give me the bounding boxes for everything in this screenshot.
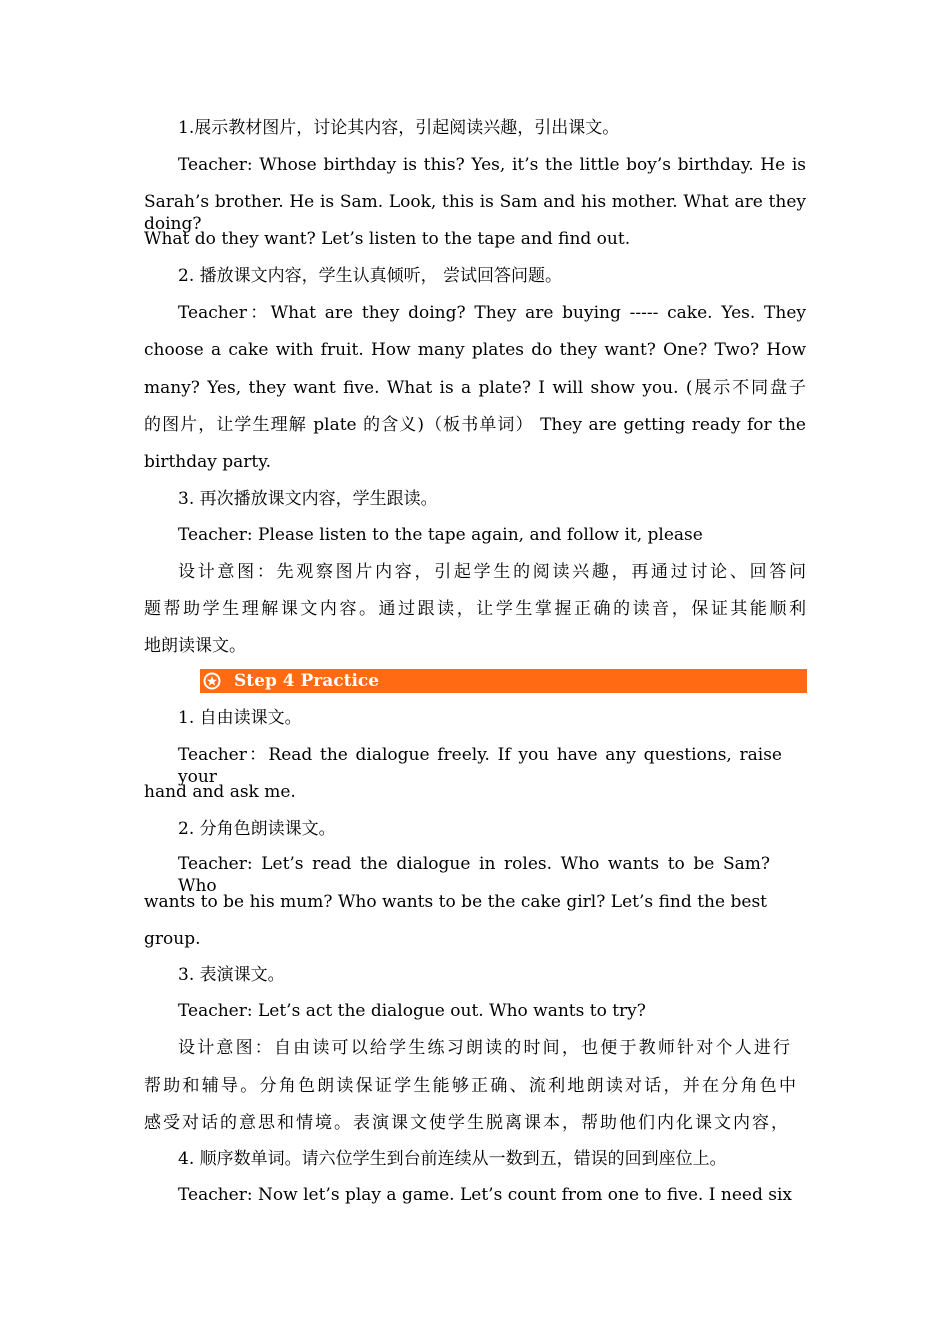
teacher-dialogue-1-line1: Teacher: Whose birthday is this? Yes, it’s the little boy’s birthday. He is (178, 155, 806, 175)
teacher-dialogue-5-line3: group. (144, 929, 201, 949)
teacher-dialogue-4-line2: hand and ask me. (144, 782, 296, 802)
paragraph-step4-item3: 3. 表演课文。 (178, 965, 285, 985)
design-intent-2-line1: 设计意图：自由读可以给学生练习朗读的时间，也便于教师针对个人进行 (178, 1038, 790, 1058)
paragraph-step4-item1: 1. 自由读课文。 (178, 708, 302, 728)
step4-heading-text: Step 4 Practice (234, 671, 380, 691)
design-intent-1-line2: 题帮助学生理解课文内容。通过跟读，让学生掌握正确的读音，保证其能顺利 (144, 599, 806, 619)
teacher-dialogue-1-line3: What do they want? Let’s listen to the tape and find out. (144, 229, 631, 249)
teacher-dialogue-4-line1: Teacher：Read the dialogue freely. If you have any questions, raise your (178, 745, 782, 787)
design-intent-1-line1: 设计意图：先观察图片内容，引起学生的阅读兴趣，再通过讨论、回答问 (178, 562, 806, 582)
teacher-dialogue-7-line1: Teacher: Now let’s play a game. Let’s count from one to five. I need six (178, 1185, 792, 1205)
star-circle-icon (203, 672, 221, 690)
teacher-dialogue-5-line1: Teacher: Let’s read the dialogue in roles. Who wants to be Sam? Who (178, 854, 770, 896)
paragraph-step3-item3: 3. 再次播放课文内容，学生跟读。 (178, 489, 438, 509)
teacher-dialogue-2-line1: Teacher：What are they doing? They are buying ----- cake. Yes. They (178, 303, 806, 323)
design-intent-2-line2: 帮助和辅导。分角色朗读保证学生能够正确、流利地朗读对话，并在分角色中 (144, 1076, 796, 1096)
design-intent-1-line3: 地朗读课文。 (144, 636, 246, 656)
teacher-dialogue-2-line5: birthday party. (144, 452, 271, 472)
paragraph-step4-item4: 4. 顺序数单词。请六位学生到台前连续从一数到五，错误的回到座位上。 (178, 1149, 727, 1169)
design-intent-2-line3: 感受对话的意思和情境。表演课文使学生脱离课本，帮助他们内化课文内容， (144, 1113, 788, 1133)
teacher-dialogue-5-line2: wants to be his mum? Who wants to be the cake girl? Let’s find the best (144, 892, 767, 912)
teacher-dialogue-3: Teacher: Please listen to the tape again, and follow it, please (178, 525, 703, 545)
paragraph-step3-item2: 2. 播放课文内容，学生认真倾听， 尝试回答问题。 (178, 266, 563, 286)
teacher-dialogue-2-line4: 的图片，让学生理解 plate 的含义)（板书单词） They are getting ready for the (144, 415, 806, 435)
teacher-dialogue-1-line2: Sarah’s brother. He is Sam. Look, this is Sam and his mother. What are they doing? (144, 192, 806, 234)
teacher-dialogue-6: Teacher: Let’s act the dialogue out. Who wants to try? (178, 1001, 646, 1021)
paragraph-step4-item2: 2. 分角色朗读课文。 (178, 819, 336, 839)
paragraph-step3-item1: 1.展示教材图片，讨论其内容，引起阅读兴趣，引出课文。 (178, 118, 620, 138)
teacher-dialogue-2-line3: many? Yes, they want five. What is a plate? I will show you. (展示不同盘子 (144, 378, 806, 398)
step4-heading-bar (200, 669, 807, 693)
teacher-dialogue-2-line2: choose a cake with fruit. How many plates do they want? One? Two? How (144, 340, 806, 360)
